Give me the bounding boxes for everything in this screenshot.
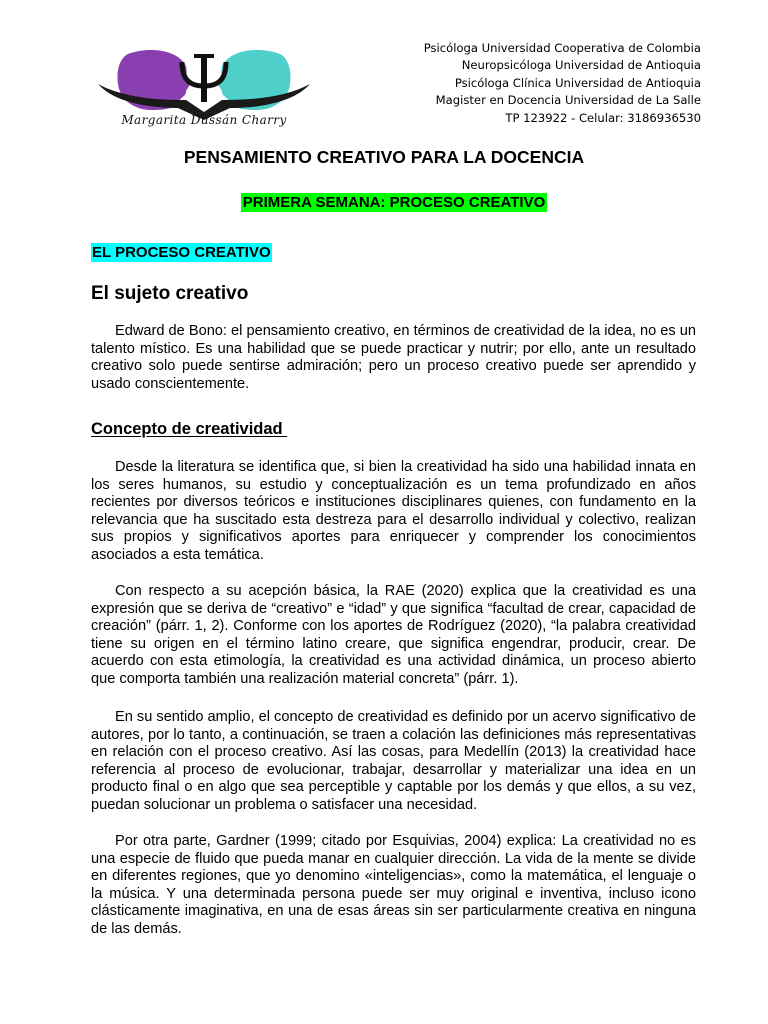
credential-line: Neuropsicóloga Universidad de Antioquia xyxy=(461,58,701,73)
week-title-highlight: PRIMERA SEMANA: PROCESO CREATIVO xyxy=(242,194,546,211)
credential-line: Magister en Docencia Universidad de La Salle xyxy=(435,93,701,108)
document-title: PENSAMIENTO CREATIVO PARA LA DOCENCIA xyxy=(183,147,585,167)
section-title-highlight: EL PROCESO CREATIVO xyxy=(92,244,271,261)
heading-sujeto-creativo: El sujeto creativo xyxy=(91,283,249,304)
week-title xyxy=(0,194,768,211)
section-title xyxy=(91,244,272,261)
paragraph-sentido-amplio: En su sentido amplio, el concepto de creatividad es definido por un acervo significativo de autores, por lo tanto, a continuación, se traen a colación las definiciones más representativas en relación con el proceso creativo. Así las cosas, para Medellín (2013) la creatividad hace referencia al proceso de evolucionar, trabajar, desarrollar y materializar una idea en un producto final o en algo que sea perceptible y captable por los demás y que ellos, a su vez, puedan solucionar un problema o satisfacer una necesidad. xyxy=(91,709,696,813)
credential-line: Psicóloga Universidad Cooperativa de Colombia xyxy=(423,41,701,55)
paragraph-literatura: Desde la literatura se identifica que, si bien la creatividad ha sido una habilidad innata en los seres humanos, su estudio y conceptualización es un tema profundizado en años recientes por diversos teóricos e instituciones disciplinares quienes, con fundamento en la relevancia que ha suscitado esta destreza para el desarrollo individual y colectivo, realizan sus propios y significativos aportes para enriquecer y comprender los conocimientos asociados a esta temática. xyxy=(91,459,696,563)
paragraph-rae: Con respecto a su acepción básica, la RAE (2020) explica que la creatividad es una expresión que se deriva de “creativo” e “idad” y que significa “facultad de crear, capacidad de creación” (párr. 1, 2). Conforme con los aportes de Rodríguez (2020), “la palabra creatividad tiene su origen en el término latino creare, que significa engendrar, producir, crear. De acuerdo con esta etimología, la creatividad es una actividad dinámica, un proceso abierto que comporta también una realización material concreta” (párr. 1). xyxy=(91,583,696,687)
heading-concepto-creatividad: Concepto de creatividad xyxy=(91,420,288,438)
credential-line: Psicóloga Clínica Universidad de Antioquia xyxy=(454,75,701,90)
paragraph-de-bono: Edward de Bono: el pensamiento creativo, en términos de creatividad de la idea, no es un talento místico. Es una habilidad que se puede practicar y nutrir; por ello, ante un resultado creativo solo puede sentirse admiración; pero un proceso creativo puede ser aprendido y usado conscientemente. xyxy=(91,323,696,392)
author-credentials xyxy=(424,40,701,127)
paragraph-gardner: Por otra parte, Gardner (1999; citado por Esquivias, 2004) explica: La creatividad no es una especie de fluido que pueda manar en cualquier dirección. La vida de la mente se divide en diferentes regiones, que yo denomino «inteligencias», como la matemática, el lenguaje o la música. Y una determinada persona puede ser muy original e inventiva, incluso icono clásticamente imaginativa, en una de esas áreas sin ser particularmente creativa en ninguna de las demás. xyxy=(91,833,696,937)
logo-signature: Margarita Dussán Charry xyxy=(121,113,287,127)
credential-line: TP 123922 - Celular: 3186936530 xyxy=(505,110,701,125)
logo xyxy=(90,44,318,130)
